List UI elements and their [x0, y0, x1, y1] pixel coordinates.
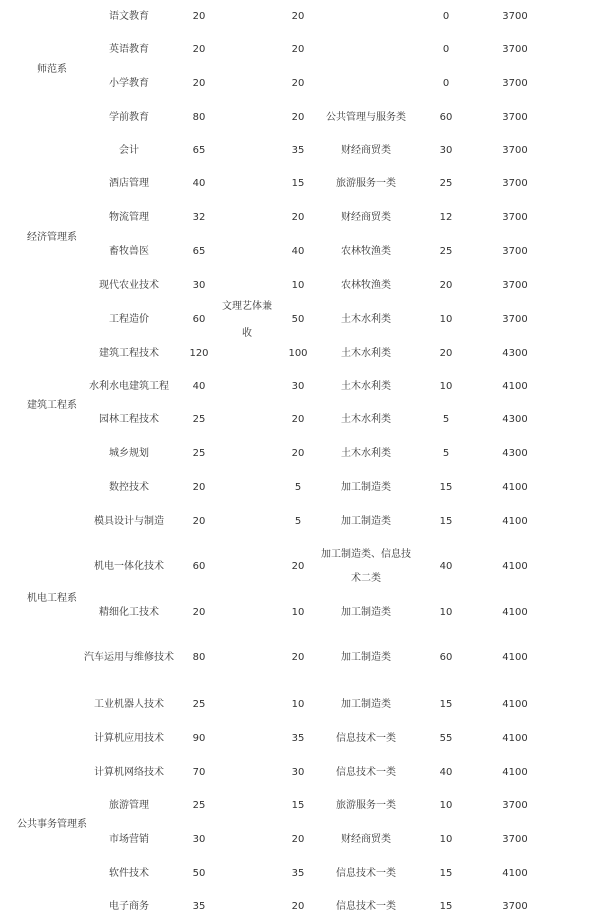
plan-count-cell: 60 [192, 561, 206, 572]
major-cell: 语文教育 [109, 10, 149, 22]
major-cell: 计算机应用技术 [94, 732, 164, 744]
plan-count-cell: 20 [192, 77, 206, 89]
plan-count-cell: 30 [192, 833, 206, 845]
three-school-count-cell: 15 [291, 799, 305, 811]
major-cell: 现代农业技术 [99, 279, 159, 291]
department-cell: 公共事务管理系 [17, 819, 87, 830]
tuition-fee-cell: 4100 [502, 867, 528, 879]
plan-count-cell: 60 [192, 313, 206, 325]
enrollment-mode-cell: 文理艺体兼收 [222, 301, 272, 339]
tuition-fee-cell: 4100 [502, 481, 528, 493]
major-cell: 工业机器人技术 [94, 698, 164, 710]
exam-category-cell [320, 0, 412, 33]
major-cell: 小学教育 [109, 77, 149, 89]
major-cell: 物流管理 [109, 211, 149, 223]
six-year-count-cell: 10 [439, 833, 453, 845]
exam-category-cell: 土木水利类 [341, 313, 391, 325]
tuition-fee-cell: 3700 [502, 211, 528, 223]
exam-category-cell: 土木水利类 [341, 380, 391, 392]
plan-count-cell: 20 [192, 606, 206, 618]
exam-category-cell: 旅游服务一类 [336, 799, 396, 811]
tuition-fee-cell: 3700 [502, 177, 528, 189]
tuition-fee-cell: 3700 [502, 833, 528, 845]
major-cell: 园林工程技术 [99, 413, 159, 425]
tuition-fee-cell: 3700 [502, 245, 528, 257]
six-year-count-cell: 15 [439, 515, 453, 527]
tuition-fee-cell: 4300 [502, 347, 528, 359]
major-cell: 英语教育 [109, 43, 149, 55]
three-school-count-cell: 10 [291, 606, 305, 618]
six-year-count-cell: 20 [439, 347, 453, 359]
department-cell: 机电工程系 [27, 592, 77, 604]
six-year-count-cell: 15 [439, 698, 453, 710]
exam-category-cell: 加工制造类 [341, 698, 391, 710]
exam-category-cell: 公共管理与服务类 [326, 111, 406, 123]
three-school-count-cell: 20 [291, 111, 305, 123]
tuition-fee-cell: 4100 [502, 380, 528, 392]
exam-category-cell: 信息技术一类 [336, 867, 396, 879]
six-year-count-cell: 15 [439, 867, 453, 879]
plan-count-cell: 50 [192, 867, 206, 879]
exam-category-cell: 加工制造类 [341, 606, 391, 618]
major-cell: 软件技术 [109, 867, 149, 879]
plan-count-cell: 30 [192, 279, 206, 291]
major-cell: 畜牧兽医 [109, 245, 149, 257]
exam-category-cell: 信息技术一类 [336, 732, 396, 744]
three-school-count-cell: 5 [294, 515, 302, 527]
plan-count-cell: 90 [192, 732, 206, 744]
exam-category-cell: 农林牧渔类 [341, 245, 391, 257]
tuition-fee-cell: 3700 [502, 10, 528, 22]
six-year-count-cell: 0 [442, 10, 450, 22]
six-year-count-cell: 0 [442, 77, 450, 89]
plan-count-cell: 35 [192, 900, 206, 912]
exam-category-cell: 加工制造类 [341, 515, 391, 527]
exam-category-cell: 农林牧渔类 [341, 279, 391, 291]
exam-category-cell: 土木水利类 [341, 413, 391, 425]
plan-count-cell: 65 [192, 144, 206, 156]
exam-category-cell: 加工制造类、信息技术二类 [321, 549, 411, 584]
six-year-count-cell: 25 [439, 177, 453, 189]
plan-count-cell: 25 [192, 698, 206, 710]
six-year-count-cell: 5 [442, 447, 450, 459]
exam-category-cell: 加工制造类 [341, 481, 391, 493]
exam-category-cell: 土木水利类 [341, 447, 391, 459]
six-year-count-cell: 10 [439, 606, 453, 618]
department-cell: 建筑工程系 [27, 400, 77, 411]
six-year-count-cell: 60 [439, 652, 453, 663]
major-cell: 学前教育 [109, 111, 149, 123]
exam-category-cell: 财经商贸类 [341, 833, 391, 845]
major-cell: 电子商务 [109, 900, 149, 912]
plan-count-cell: 80 [192, 652, 206, 663]
six-year-count-cell: 10 [439, 380, 453, 392]
tuition-fee-cell: 3700 [502, 313, 528, 325]
tuition-fee-cell: 3700 [502, 43, 528, 55]
three-school-count-cell: 30 [291, 380, 305, 392]
six-year-count-cell: 60 [439, 111, 453, 123]
six-year-count-cell: 10 [439, 799, 453, 811]
six-year-count-cell: 15 [439, 900, 453, 912]
six-year-count-cell: 12 [439, 211, 453, 223]
six-year-count-cell: 30 [439, 144, 453, 156]
department-cell: 经济管理系 [27, 231, 77, 243]
plan-count-cell: 120 [189, 347, 209, 359]
exam-category-cell: 旅游服务一类 [336, 177, 396, 189]
major-cell: 水利水电建筑工程 [89, 380, 169, 392]
three-school-count-cell: 20 [291, 211, 305, 223]
plan-count-cell: 25 [192, 799, 206, 811]
tuition-fee-cell: 4100 [502, 606, 528, 618]
three-school-count-cell: 20 [291, 900, 305, 912]
six-year-count-cell: 10 [439, 313, 453, 325]
tuition-fee-cell: 4100 [502, 698, 528, 710]
three-school-count-cell: 20 [291, 413, 305, 425]
three-school-count-cell: 20 [291, 77, 305, 89]
plan-count-cell: 32 [192, 211, 206, 223]
three-school-count-cell: 50 [291, 313, 305, 325]
plan-count-cell: 40 [192, 380, 206, 392]
three-school-count-cell: 5 [294, 481, 302, 493]
exam-category-cell [320, 33, 412, 66]
plan-count-cell: 20 [192, 43, 206, 55]
tuition-fee-cell: 4100 [502, 561, 528, 572]
department-cell: 师范系 [37, 63, 67, 75]
three-school-count-cell: 40 [291, 245, 305, 257]
plan-count-cell: 25 [192, 447, 206, 459]
three-school-count-cell: 20 [291, 652, 305, 663]
major-cell: 数控技术 [109, 481, 149, 493]
tuition-fee-cell: 4100 [502, 766, 528, 778]
three-school-count-cell: 10 [291, 279, 305, 291]
tuition-fee-cell: 3700 [502, 77, 528, 89]
six-year-count-cell: 40 [439, 766, 453, 778]
plan-count-cell: 65 [192, 245, 206, 257]
tuition-fee-cell: 4100 [502, 652, 528, 663]
major-cell: 建筑工程技术 [99, 347, 159, 359]
major-cell: 酒店管理 [109, 177, 149, 189]
exam-category-cell: 财经商贸类 [341, 211, 391, 223]
three-school-count-cell: 100 [288, 347, 308, 359]
tuition-fee-cell: 4300 [502, 447, 528, 459]
tuition-fee-cell: 3700 [502, 799, 528, 811]
major-cell: 城乡规划 [109, 447, 149, 459]
plan-count-cell: 20 [192, 515, 206, 527]
six-year-count-cell: 5 [442, 413, 450, 425]
three-school-count-cell: 20 [291, 833, 305, 845]
three-school-count-cell: 35 [291, 867, 305, 879]
three-school-count-cell: 35 [291, 732, 305, 744]
major-cell: 会计 [119, 144, 139, 156]
plan-count-cell: 40 [192, 177, 206, 189]
six-year-count-cell: 55 [439, 732, 453, 744]
six-year-count-cell: 0 [442, 43, 450, 55]
exam-category-cell: 信息技术一类 [336, 766, 396, 778]
three-school-count-cell: 20 [291, 447, 305, 459]
plan-count-cell: 20 [192, 10, 206, 22]
three-school-count-cell: 20 [291, 10, 305, 22]
major-cell: 旅游管理 [109, 799, 149, 811]
major-cell: 模具设计与制造 [94, 515, 164, 527]
tuition-fee-cell: 3700 [502, 111, 528, 123]
tuition-fee-cell: 4100 [502, 515, 528, 527]
tuition-fee-cell: 3700 [502, 144, 528, 156]
plan-count-cell: 70 [192, 766, 206, 778]
three-school-count-cell: 20 [291, 43, 305, 55]
plan-count-cell: 25 [192, 413, 206, 425]
three-school-count-cell: 15 [291, 177, 305, 189]
three-school-count-cell: 35 [291, 144, 305, 156]
major-cell: 市场营销 [109, 833, 149, 845]
exam-category-cell: 财经商贸类 [341, 144, 391, 156]
major-cell: 精细化工技术 [99, 606, 159, 618]
plan-count-cell: 20 [192, 481, 206, 493]
major-cell: 汽车运用与维修技术 [84, 652, 174, 663]
tuition-fee-cell: 3700 [502, 900, 528, 912]
major-cell: 机电一体化技术 [94, 561, 164, 572]
six-year-count-cell: 15 [439, 481, 453, 493]
plan-count-cell: 80 [192, 111, 206, 123]
exam-category-cell: 土木水利类 [341, 347, 391, 359]
six-year-count-cell: 25 [439, 245, 453, 257]
six-year-count-cell: 20 [439, 279, 453, 291]
three-school-count-cell: 10 [291, 698, 305, 710]
tuition-fee-cell: 3700 [502, 279, 528, 291]
exam-category-cell: 加工制造类 [341, 652, 391, 663]
major-cell: 工程造价 [109, 313, 149, 325]
tuition-fee-cell: 4300 [502, 413, 528, 425]
exam-category-cell [320, 67, 412, 100]
major-cell: 计算机网络技术 [94, 766, 164, 778]
exam-category-cell: 信息技术一类 [336, 900, 396, 912]
three-school-count-cell: 30 [291, 766, 305, 778]
six-year-count-cell: 40 [439, 561, 453, 572]
tuition-fee-cell: 4100 [502, 732, 528, 744]
three-school-count-cell: 20 [291, 561, 305, 572]
